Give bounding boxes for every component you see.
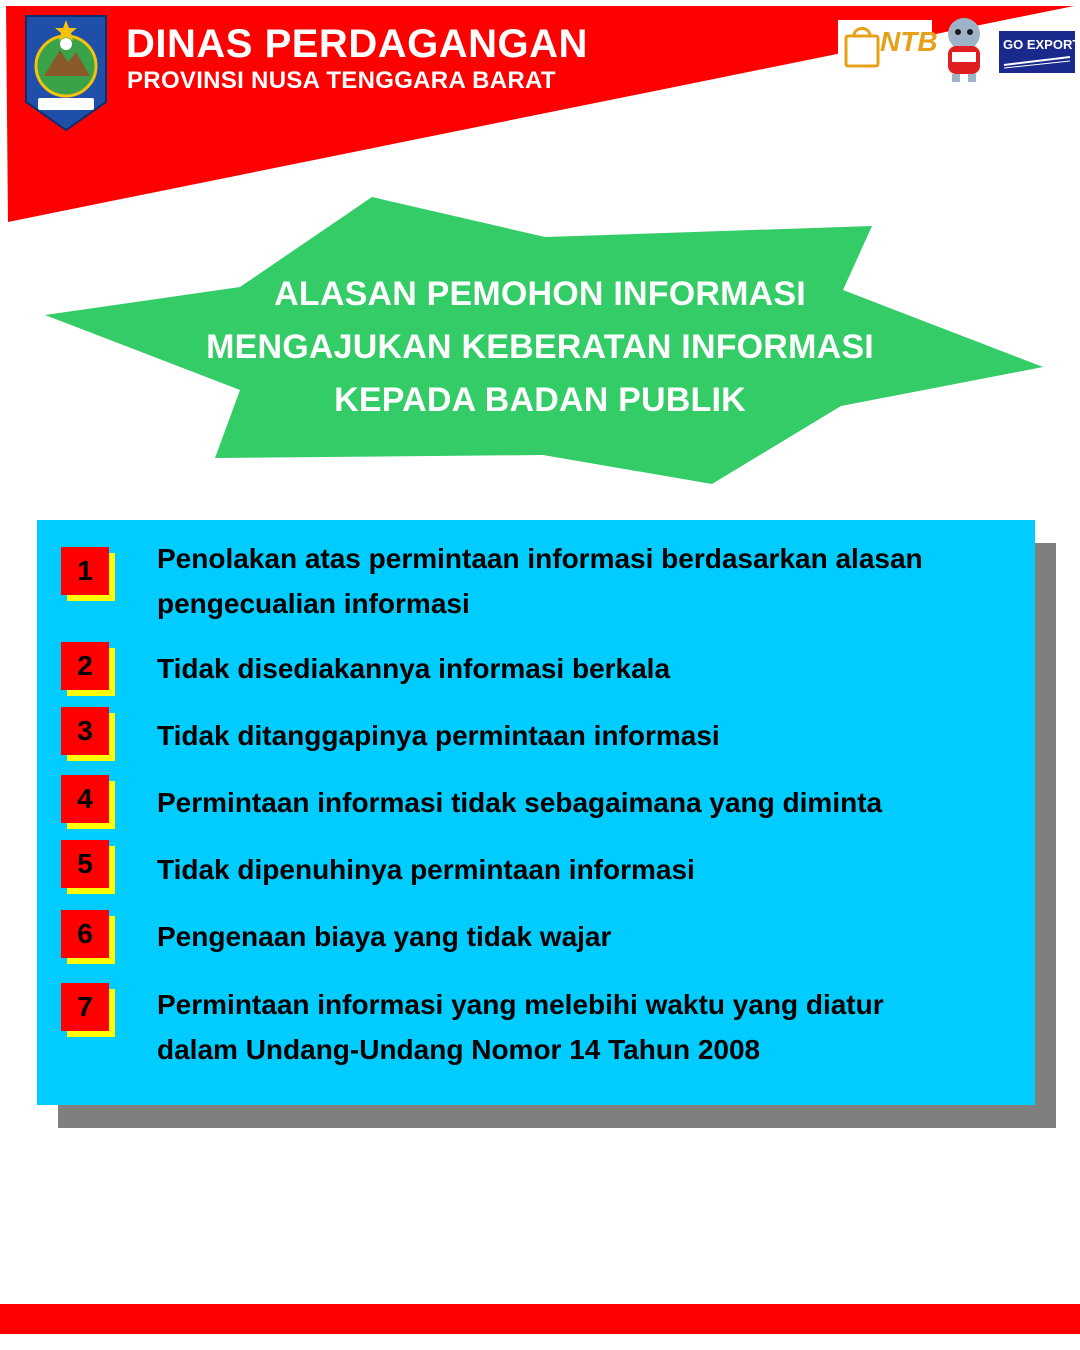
- item-number: 6: [61, 910, 109, 958]
- footer-bar: [0, 1304, 1080, 1334]
- item-text-line-2: pengecualian informasi: [157, 588, 470, 619]
- title-line-3: KEPADA BADAN PUBLIK: [334, 381, 746, 419]
- item-text-line-1: Tidak dipenuhinya permintaan informasi: [157, 854, 695, 885]
- item-number-badge: [61, 547, 117, 603]
- item-text-line-1: Tidak disediakannya informasi berkala: [157, 653, 671, 684]
- reasons-list: [37, 520, 1035, 1105]
- item-number: 4: [61, 775, 109, 823]
- ntb-mall-text: NTB: [880, 26, 938, 57]
- item-text-line-1: Permintaan informasi tidak sebagaimana yang diminta: [157, 787, 883, 818]
- item-text-line-1: Tidak ditanggapinya permintaan informasi: [157, 720, 720, 751]
- item-number-badge: [61, 840, 117, 896]
- item-number: 2: [61, 642, 109, 690]
- item-text-line-2: dalam Undang-Undang Nomor 14 Tahun 2008: [157, 1034, 761, 1065]
- item-number-badge: [61, 707, 117, 763]
- item-number-badge: [61, 910, 117, 966]
- item-text-line-1: Penolakan atas permintaan informasi berdasarkan alasan: [157, 543, 923, 574]
- item-number: 1: [61, 547, 109, 595]
- title-star-shape: [0, 0, 1080, 520]
- item-text-line-1: Pengenaan biaya yang tidak wajar: [157, 921, 612, 952]
- header-subtitle: PROVINSI NUSA TENGGARA BARAT: [127, 67, 556, 94]
- title-line-2: MENGAJUKAN KEBERATAN INFORMASI: [206, 328, 874, 366]
- title-line-1: ALASAN PEMOHON INFORMASI: [274, 275, 806, 313]
- item-number-badge: [61, 642, 117, 698]
- item-number-badge: [61, 775, 117, 831]
- item-number: 7: [61, 983, 109, 1031]
- item-number-badge: [61, 983, 117, 1039]
- page-title: [170, 268, 910, 427]
- header-title: DINAS PERDAGANGAN: [126, 22, 588, 66]
- item-text-line-1: Permintaan informasi yang melebihi waktu yang diatur: [157, 989, 884, 1020]
- item-number: 5: [61, 840, 109, 888]
- go-export-text: GO EXPORT: [1003, 37, 1080, 52]
- item-number: 3: [61, 707, 109, 755]
